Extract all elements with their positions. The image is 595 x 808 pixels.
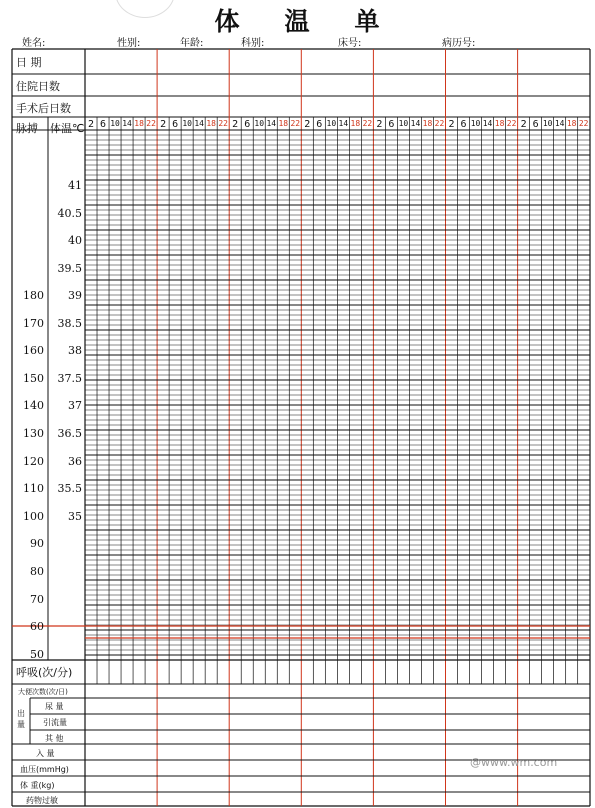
temperature-tick: 38.5: [57, 316, 82, 330]
time-slot-label: 6: [172, 119, 179, 130]
time-slot-label: 18: [134, 119, 144, 128]
dept-label: 科别:: [241, 38, 265, 49]
pulse-header: 脉搏: [16, 122, 38, 135]
other-output-label: 其 他: [45, 734, 64, 743]
time-slot-label: 18: [206, 119, 216, 128]
time-slot-label: 22: [218, 119, 228, 128]
pulse-tick: 140: [23, 399, 44, 413]
pulse-tick: 130: [23, 427, 44, 440]
pulse-tick: 80: [30, 565, 44, 578]
pulse-tick: 180: [23, 289, 44, 302]
time-slot-label: 2: [232, 119, 239, 130]
temperature-tick: 36: [68, 454, 82, 468]
pulse-tick: 150: [23, 371, 44, 385]
time-slot-label: 14: [554, 119, 565, 128]
time-slot-label: 14: [482, 119, 493, 128]
time-slot-label: 2: [87, 119, 95, 130]
pulse-tick: 160: [23, 344, 44, 358]
time-slot-label: 14: [122, 119, 132, 128]
time-slot-label: 22: [506, 119, 517, 128]
name-label: 姓名:: [22, 38, 46, 49]
date-label: 日 期: [16, 56, 42, 69]
temperature-tick: 39: [68, 289, 82, 303]
time-slot-label: 10: [254, 119, 265, 128]
pulse-tick: 120: [23, 454, 44, 468]
temperature-tick: 38: [68, 344, 82, 358]
record-number-label: 病历号:: [442, 38, 476, 49]
respiration-label: 呼吸(次/分): [16, 666, 73, 679]
time-slot-label: 6: [460, 119, 467, 130]
time-slot-label: 6: [532, 119, 539, 130]
time-slot-label: 18: [350, 119, 361, 128]
bed-label: 床号:: [338, 38, 362, 49]
urine-label: 尿 量: [45, 702, 64, 711]
age-label: 年龄:: [180, 38, 204, 49]
time-slot-label: 10: [398, 119, 409, 128]
time-slot-label: 22: [434, 119, 445, 128]
time-slot-label: 10: [470, 119, 481, 128]
time-slot-label: 22: [362, 119, 373, 128]
time-slot-label: 2: [304, 119, 311, 130]
temperature-tick: 35: [68, 509, 82, 523]
temperature-tick: 41: [68, 179, 82, 192]
time-slot-label: 14: [410, 119, 421, 128]
time-slot-label: 2: [520, 119, 527, 130]
time-slot-label: 22: [578, 119, 589, 128]
time-slot-label: 10: [110, 119, 120, 128]
time-slot-label: 2: [448, 119, 455, 130]
time-slot-label: 22: [290, 119, 301, 128]
time-slot-label: 6: [100, 119, 107, 130]
drainage-label: 引流量: [43, 718, 67, 727]
temperature-tick: 37.5: [57, 371, 82, 385]
hospital-day-label: 住院日数: [16, 80, 60, 93]
title-char-2: 温: [284, 7, 311, 36]
weight-label: 体 重(kg): [20, 781, 55, 790]
time-slot-label: 10: [182, 119, 192, 128]
time-slot-label: 2: [160, 119, 167, 130]
time-slot-label: 18: [566, 119, 577, 128]
pulse-tick: 90: [30, 537, 44, 551]
time-slot-label: 10: [326, 119, 337, 128]
time-slot-label: 10: [542, 119, 553, 128]
temperature-tick: 39.5: [57, 261, 82, 275]
time-slot-label: 6: [388, 119, 395, 130]
pulse-tick: 170: [23, 316, 44, 330]
title-char-3: 单: [354, 7, 381, 36]
title-char-1: 体: [214, 7, 241, 36]
blood-pressure-label: 血压(mmHg): [20, 765, 69, 774]
time-slot-label: 14: [338, 119, 349, 128]
pulse-tick: 100: [23, 509, 44, 523]
pulse-tick: 50: [30, 647, 44, 661]
time-slot-label: 18: [494, 119, 505, 128]
pulse-tick: 70: [30, 592, 44, 606]
temperature-tick: 37: [68, 399, 82, 413]
time-slot-label: 6: [244, 119, 251, 130]
temperature-tick: 40.5: [57, 206, 82, 220]
drug-allergy-label: 药物过敏: [26, 796, 58, 805]
temperature-tick: 35.5: [57, 482, 82, 496]
temperature-tick: 40: [68, 234, 82, 248]
pulse-tick: 60: [30, 620, 44, 634]
time-slot-label: 18: [422, 119, 433, 128]
pulse-tick: 110: [23, 482, 44, 496]
intake-label: 入 量: [36, 749, 55, 758]
temperature-header: 体温℃: [50, 122, 85, 135]
time-slot-label: 22: [146, 119, 156, 128]
gender-label: 性别:: [117, 38, 141, 49]
watermark: @www.wm.com: [470, 756, 558, 769]
time-slot-label: 2: [376, 119, 383, 130]
time-slot-label: 14: [266, 119, 277, 128]
time-slot-label: 6: [316, 119, 323, 130]
stool-count-label: 大便次数(次/日): [18, 688, 68, 696]
time-slot-label: 18: [278, 119, 289, 128]
output-label: 出量: [17, 709, 25, 729]
post-op-day-label: 手术后日数: [16, 102, 71, 115]
time-slot-label: 14: [194, 119, 204, 128]
temperature-tick: 36.5: [57, 426, 82, 440]
